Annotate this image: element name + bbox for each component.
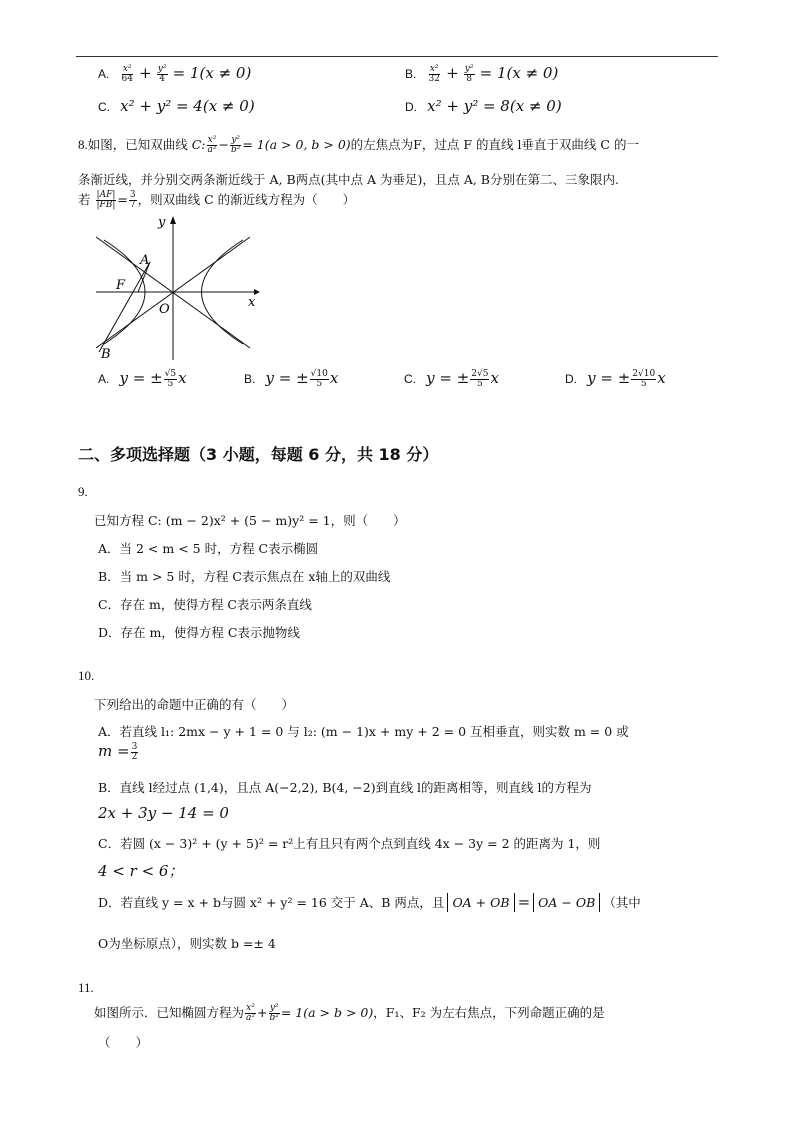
q8-option-d: D. y = ± $\frac{2√10}{5}$ x <box>565 368 666 389</box>
q10-option-c-line1: C．若圆 (x − 3)² + (y + 5)² = r²上有且只有两个点到直线 4x − 3y = 2 的距离为 1，则 <box>98 836 601 851</box>
q9-option-a: A．当 2 < m < 5 时，方程 C表示椭圆 <box>98 541 319 556</box>
q8-option-a: A. y = ± $\frac{√5}{5}$ x <box>98 368 187 389</box>
q10-option-d-line1: D．若直线 y = x + b与圆 x² + y² = 16 交于 A、B 两点，且 OA + OB = OA − OB （其中 <box>98 893 641 911</box>
label-f: F <box>116 278 126 293</box>
q10-option-b-line2: 2x + 3y − 14 = 0 <box>98 804 229 822</box>
line-l <box>99 262 150 352</box>
label-x: x <box>248 295 256 310</box>
q7-option-c: C. x² + y² = 4(x ≠ 0) <box>98 97 255 115</box>
q10-number: 10. <box>78 668 95 683</box>
q9-option-b: B．当 m > 5 时，方程 C表示焦点在 x轴上的双曲线 <box>98 569 391 584</box>
q11-line1: 如图所示．已知椭圆方程为 $\frac{\text{x²}}{\text{a²}}$ + $\frac{\text{y²}}{\text{b²}}$ = 1(a > b > 0)，F₁、F₂ 为左右焦点，下列命题正确的是 <box>94 1002 605 1023</box>
q10-option-a-line1: A．若直线 l₁: 2mx − y + 1 = 0 与 l₂: (m − 1)x + my + 2 = 0 互相垂直，则实数 m = 0 或 <box>98 724 629 739</box>
section-title: 二、多项选择题（3 小题，每题 6 分，共 18 分） <box>78 445 439 464</box>
q10-option-d-line2: O为坐标原点），则实数 b =± 4 <box>98 936 276 951</box>
label-a: A <box>140 253 150 268</box>
q7-option-d: D. x² + y² = 8(x ≠ 0) <box>405 97 562 115</box>
q11-line2: （ ） <box>98 1035 149 1050</box>
q10-option-c-line2: 4 < r < 6； <box>98 862 184 880</box>
q9-option-c: C．存在 m，使得方程 C表示两条直线 <box>98 597 312 612</box>
q9-stem: 已知方程 C: (m − 2)x² + (5 − m)y² = 1，则（ ） <box>94 513 406 528</box>
hyperbola-figure <box>88 212 268 364</box>
q11-number: 11. <box>78 980 94 995</box>
abs-diff-vector: OA − OB <box>533 893 600 912</box>
abs-sum-vector: OA + OB <box>447 893 514 912</box>
q8-option-b: B. y = ± $\frac{√10}{5}$ x <box>244 368 339 389</box>
q7-option-b: B. $\frac{\text{x²}}{32}$ + $\frac{\text{y²}}{8}$ = 1(x ≠ 0) <box>405 63 559 84</box>
q8-line2: 条渐近线，并分别交两条渐近线于 A, B两点(其中点 A 为垂足)，且点 A, B分别在第二、三象限内. <box>78 172 619 187</box>
q7-option-a: A. $\frac{\text{x²}}{64}$ + $\frac{\text{y²}}{4}$ = 1(x ≠ 0) <box>98 63 252 84</box>
label-b: B <box>101 347 111 362</box>
q8-line3: 若 $\frac{|AF|}{|FB|}$ = $\frac{3}{7}$ ，则双曲线 C 的渐近线方程为（ ） <box>78 189 356 210</box>
q10-option-b-line1: B．直线 l经过点 (1,4)，且点 A(−2,2), B(4, −2)到直线 l的距离相等，则直线 l的方程为 <box>98 780 592 795</box>
q8-line1: 8.如图，已知双曲线 C: $\frac{\text{x²}}{\text{a²}}$ − $\frac{\text{y²}}{\text{b²}}$ = 1(a > 0, b > 0)的左焦点为F，过点 F 的直线 l垂直于双曲线 C 的一 <box>78 134 639 155</box>
label-o: O <box>159 302 170 317</box>
label-y: y <box>158 215 166 230</box>
y-axis-arrow <box>170 216 176 224</box>
header-rule <box>76 56 718 57</box>
q9-number: 9. <box>78 484 88 499</box>
q8-option-c: C. y = ± $\frac{2√5}{5}$ x <box>404 368 499 389</box>
q9-option-d: D．存在 m，使得方程 C表示抛物线 <box>98 625 300 640</box>
q10-stem: 下列给出的命题中正确的有（ ） <box>94 697 295 712</box>
q10-option-a-line2: m = $\frac{3}{2}$ <box>98 741 138 762</box>
